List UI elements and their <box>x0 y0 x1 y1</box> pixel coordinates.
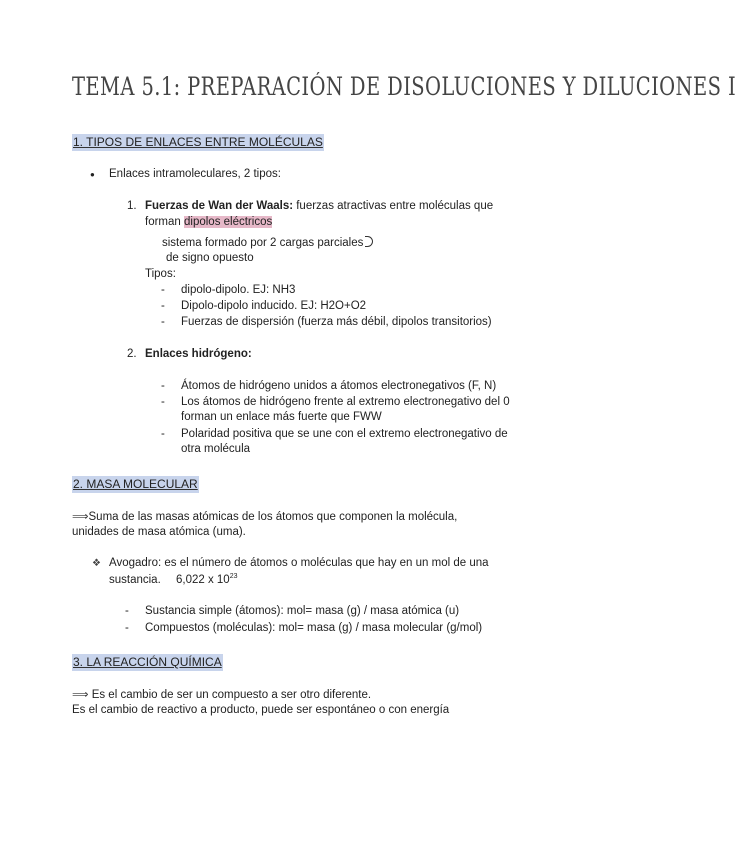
note-cargas-parciales-line <box>162 236 373 249</box>
avogadro-line-2 <box>109 573 238 586</box>
wan-der-waals-term: Fuerzas de Wan der Waals: <box>145 200 294 212</box>
reaccion-line-1 <box>72 687 371 701</box>
enlaces-hidrogeno-term: Enlaces hidrógeno: <box>145 348 252 360</box>
tipo-item: - dipolo-dipolo. EJ: NH3 <box>181 284 295 296</box>
section-heading-tipos-enlaces: 1. TIPOS DE ENLACES ENTRE MOLÉCULAS <box>73 135 323 149</box>
hidrogeno-point-cont: otra molécula <box>181 443 251 455</box>
avogadro-exponent: 23 <box>229 573 238 580</box>
dipolos-line <box>145 216 272 228</box>
note-cargas-parciales: sistema formado por 2 cargas parciales <box>162 237 364 249</box>
list-number-1: 1. <box>127 200 137 212</box>
dipolos-electricos-highlight: dipolos eléctricos <box>184 216 273 228</box>
hidrogeno-point-cont: forman un enlace más fuerte que FWW <box>181 411 382 423</box>
bullet-enlaces-intramoleculares: ● Enlaces intramoleculares, 2 tipos: <box>109 168 281 180</box>
tipo-item: - Dipolo-dipolo inducido. EJ: H2O+O2 <box>181 300 366 312</box>
tipo-item: - Fuerzas de dispersión (fuerza más débil, dipolos transitorios) <box>181 316 492 328</box>
dipolos-prefix: forman <box>145 216 184 228</box>
section-heading-reaccion-quimica: 3. LA REACCIÓN QUÍMICA <box>73 655 222 669</box>
reaccion-text-2: Es el cambio de reactivo a producto, puede ser espontáneo o con energía <box>72 704 450 716</box>
double-arrow-icon: ⟹ <box>72 689 89 701</box>
wan-der-waals-text: fuerzas atractivas entre moléculas que <box>293 200 494 212</box>
hidrogeno-point: - Polaridad positiva que se une con el extremo electronegativo de <box>181 428 508 440</box>
page-title: TEMA 5.1: PREPARACIÓN DE DISOLUCIONES Y DILUCIONES I <box>72 72 736 101</box>
note-signo-opuesto: de signo opuesto <box>166 252 254 264</box>
avogadro-number: 6,022 x 10 <box>175 573 230 586</box>
reaccion-text-1: Es el cambio de ser un compuesto a ser otro diferente. <box>88 689 372 701</box>
hidrogeno-point: - Átomos de hidrógeno unidos a átomos electronegativos (F, N) <box>181 380 496 392</box>
tipos-label: Tipos: <box>145 268 176 280</box>
formula-item: - Compuestos (moléculas): mol= masa (g) / masa molecular (g/mol) <box>145 622 482 634</box>
hidrogeno-point: - Los átomos de hidrógeno frente al extremo electronegativo del 0 <box>181 396 510 408</box>
section-heading-masa-molecular: 2. MASA MOLECULAR <box>73 477 198 491</box>
formula-item: - Sustancia simple (átomos): mol= masa (g) / masa atómica (u) <box>145 605 459 617</box>
masa-text-1: Suma de las masas atómicas de los átomos que componen la molécula, <box>88 511 458 523</box>
double-arrow-icon: ⟹ <box>72 511 89 523</box>
avogadro-line-1: ❖ Avogadro: es el número de átomos o moléculas que hay en un mol de una <box>109 557 489 569</box>
masa-line-1 <box>72 509 457 523</box>
list-number-2: 2. <box>127 348 137 360</box>
wan-der-waals-line <box>145 200 493 212</box>
curl-arrow-icon <box>365 236 373 247</box>
masa-text-2: unidades de masa atómica (uma). <box>72 526 246 538</box>
avogadro-sustancia: sustancia. <box>109 573 161 586</box>
